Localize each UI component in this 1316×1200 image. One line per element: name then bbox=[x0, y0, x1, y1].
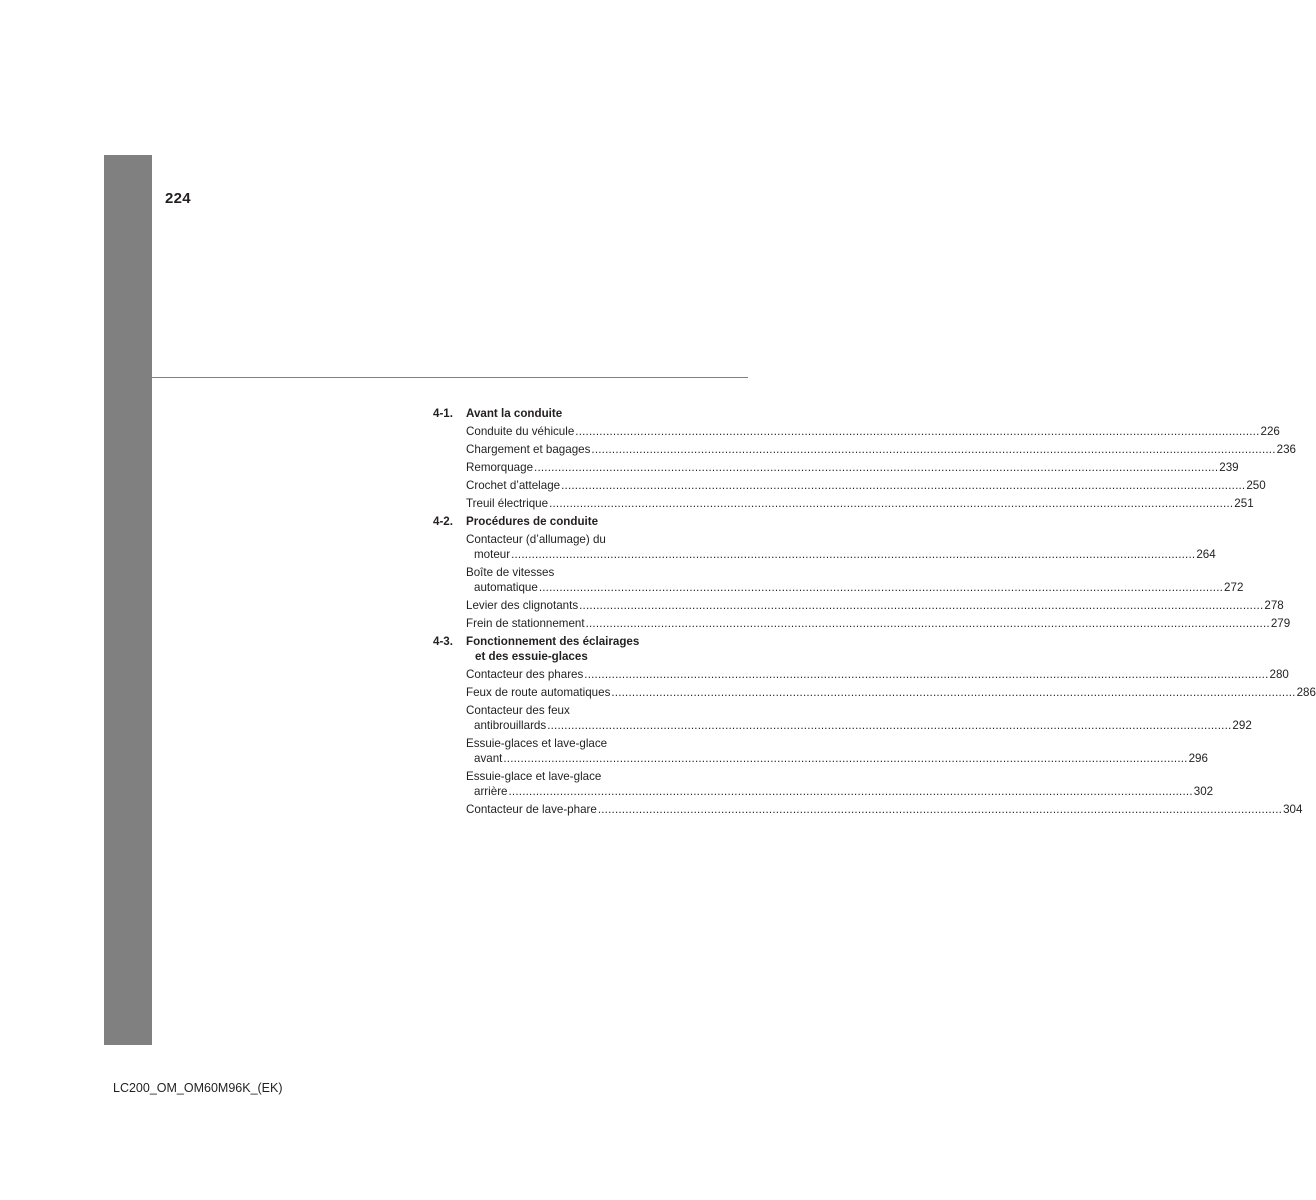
page-number: 224 bbox=[165, 190, 191, 207]
toc-entry-page: 292 bbox=[1232, 719, 1252, 732]
toc-entry-text: Feux de route automatiques bbox=[466, 686, 611, 699]
toc-entry[interactable] bbox=[466, 442, 1296, 457]
toc-entry[interactable] bbox=[466, 685, 1316, 700]
document-code-footer: LC200_OM_OM60M96K_(EK) bbox=[113, 1081, 283, 1095]
toc-entry[interactable] bbox=[466, 496, 1254, 511]
toc-entry-text: Contacteur des phares bbox=[466, 668, 584, 681]
dot-leader: ........................................................................................................................................................................................................ bbox=[549, 497, 1234, 510]
toc-entry-text: Contacteur des feux bbox=[466, 704, 570, 717]
toc-section bbox=[433, 514, 1291, 631]
toc-section-heading[interactable] bbox=[433, 406, 653, 421]
toc-section-title bbox=[466, 406, 653, 421]
table-of-contents bbox=[433, 406, 1316, 820]
toc-section-title-line: Procédures de conduite bbox=[466, 515, 599, 528]
toc-entry-page: 296 bbox=[1188, 752, 1208, 765]
dot-leader: ........................................................................................................................................................................................................ bbox=[584, 668, 1269, 681]
toc-entry[interactable] bbox=[466, 424, 1280, 439]
toc-entry-page: 302 bbox=[1193, 785, 1214, 798]
dot-leader: ........................................................................................................................................................................................................ bbox=[508, 785, 1193, 798]
toc-entry-page: 236 bbox=[1276, 443, 1296, 456]
dot-leader: ........................................................................................................................................................................................................ bbox=[579, 599, 1264, 612]
toc-entry[interactable] bbox=[466, 532, 1216, 562]
toc-entry-text: Boîte de vitesses bbox=[466, 566, 555, 579]
dot-leader: ........................................................................................................................................................................................................ bbox=[611, 686, 1296, 699]
toc-entry-page: 286 bbox=[1296, 686, 1316, 699]
chapter-divider bbox=[152, 377, 748, 378]
toc-entry-text: Conduite du véhicule bbox=[466, 425, 575, 438]
toc-entry-text: moteur bbox=[474, 548, 511, 561]
toc-entry[interactable] bbox=[466, 769, 1214, 799]
dot-leader: ........................................................................................................................................................................................................ bbox=[534, 461, 1219, 474]
toc-entry[interactable] bbox=[466, 703, 1252, 733]
toc-entry-text: arrière bbox=[474, 785, 508, 798]
toc-entry-page: 278 bbox=[1264, 599, 1284, 612]
toc-entry-text: automatique bbox=[474, 581, 538, 594]
toc-entry-text: Remorquage bbox=[466, 461, 534, 474]
toc-section-number: 4-2. bbox=[433, 515, 453, 528]
toc-entry[interactable] bbox=[466, 802, 1303, 817]
toc-entry[interactable] bbox=[466, 736, 1208, 766]
toc-section-heading[interactable] bbox=[433, 514, 653, 529]
toc-entry-text: Frein de stationnement bbox=[466, 617, 585, 630]
dot-leader: ........................................................................................................................................................................................................ bbox=[597, 803, 1283, 816]
dot-leader: ........................................................................................................................................................................................................ bbox=[591, 443, 1276, 456]
toc-entry-text: Crochet d’attelage bbox=[466, 479, 561, 492]
toc-entry-text: Chargement et bagages bbox=[466, 443, 591, 456]
toc-entry-text: Essuie-glace et lave-glace bbox=[466, 770, 602, 783]
toc-section-title bbox=[466, 514, 653, 529]
toc-section-title bbox=[466, 634, 653, 664]
dot-leader: ........................................................................................................................................................................................................ bbox=[547, 719, 1232, 732]
toc-entry-page: 251 bbox=[1234, 497, 1254, 510]
toc-entry-page: 250 bbox=[1246, 479, 1266, 492]
dot-leader: ........................................................................................................................................................................................................ bbox=[575, 425, 1260, 438]
toc-entry[interactable] bbox=[466, 478, 1266, 493]
toc-entry-page: 239 bbox=[1219, 461, 1239, 474]
toc-entry[interactable] bbox=[466, 565, 1244, 595]
chapter-side-tab bbox=[104, 155, 152, 1045]
toc-entry[interactable] bbox=[466, 460, 1239, 475]
toc-entry-text: Levier des clignotants bbox=[466, 599, 579, 612]
toc-entry-text: Contacteur (d’allumage) du bbox=[466, 533, 606, 546]
toc-section-number: 4-3. bbox=[433, 635, 453, 648]
toc-section-number: 4-1. bbox=[433, 407, 453, 420]
toc-section bbox=[433, 634, 1316, 817]
toc-section bbox=[433, 406, 1296, 511]
toc-section-title-line: Fonctionnement des éclairages bbox=[466, 635, 640, 648]
toc-entry-text: Treuil électrique bbox=[466, 497, 549, 510]
dot-leader: ........................................................................................................................................................................................................ bbox=[511, 548, 1196, 561]
toc-entry-text: avant bbox=[474, 752, 503, 765]
toc-entry-page: 279 bbox=[1270, 617, 1291, 630]
toc-entry[interactable] bbox=[466, 598, 1284, 613]
dot-leader: ........................................................................................................................................................................................................ bbox=[503, 752, 1188, 765]
toc-entry-text: antibrouillards bbox=[474, 719, 547, 732]
toc-entry-page: 264 bbox=[1196, 548, 1216, 561]
toc-entry-page: 226 bbox=[1260, 425, 1280, 438]
toc-section-heading[interactable] bbox=[433, 634, 653, 664]
toc-entry-text: Contacteur de lave-phare bbox=[466, 803, 597, 816]
toc-entry-text: Essuie-glaces et lave-glace bbox=[466, 737, 608, 750]
toc-entry[interactable] bbox=[466, 667, 1289, 682]
toc-section-title-line: et des essuie-glaces bbox=[475, 650, 588, 663]
toc-entry-page: 304 bbox=[1283, 803, 1303, 816]
toc-entry-page: 280 bbox=[1269, 668, 1289, 681]
toc-section-title-line: Avant la conduite bbox=[466, 407, 563, 420]
dot-leader: ........................................................................................................................................................................................................ bbox=[538, 581, 1224, 594]
dot-leader: ........................................................................................................................................................................................................ bbox=[561, 479, 1246, 492]
toc-entry[interactable] bbox=[466, 616, 1291, 631]
toc-entry-page: 272 bbox=[1224, 581, 1244, 594]
dot-leader: ........................................................................................................................................................................................................ bbox=[585, 617, 1270, 630]
